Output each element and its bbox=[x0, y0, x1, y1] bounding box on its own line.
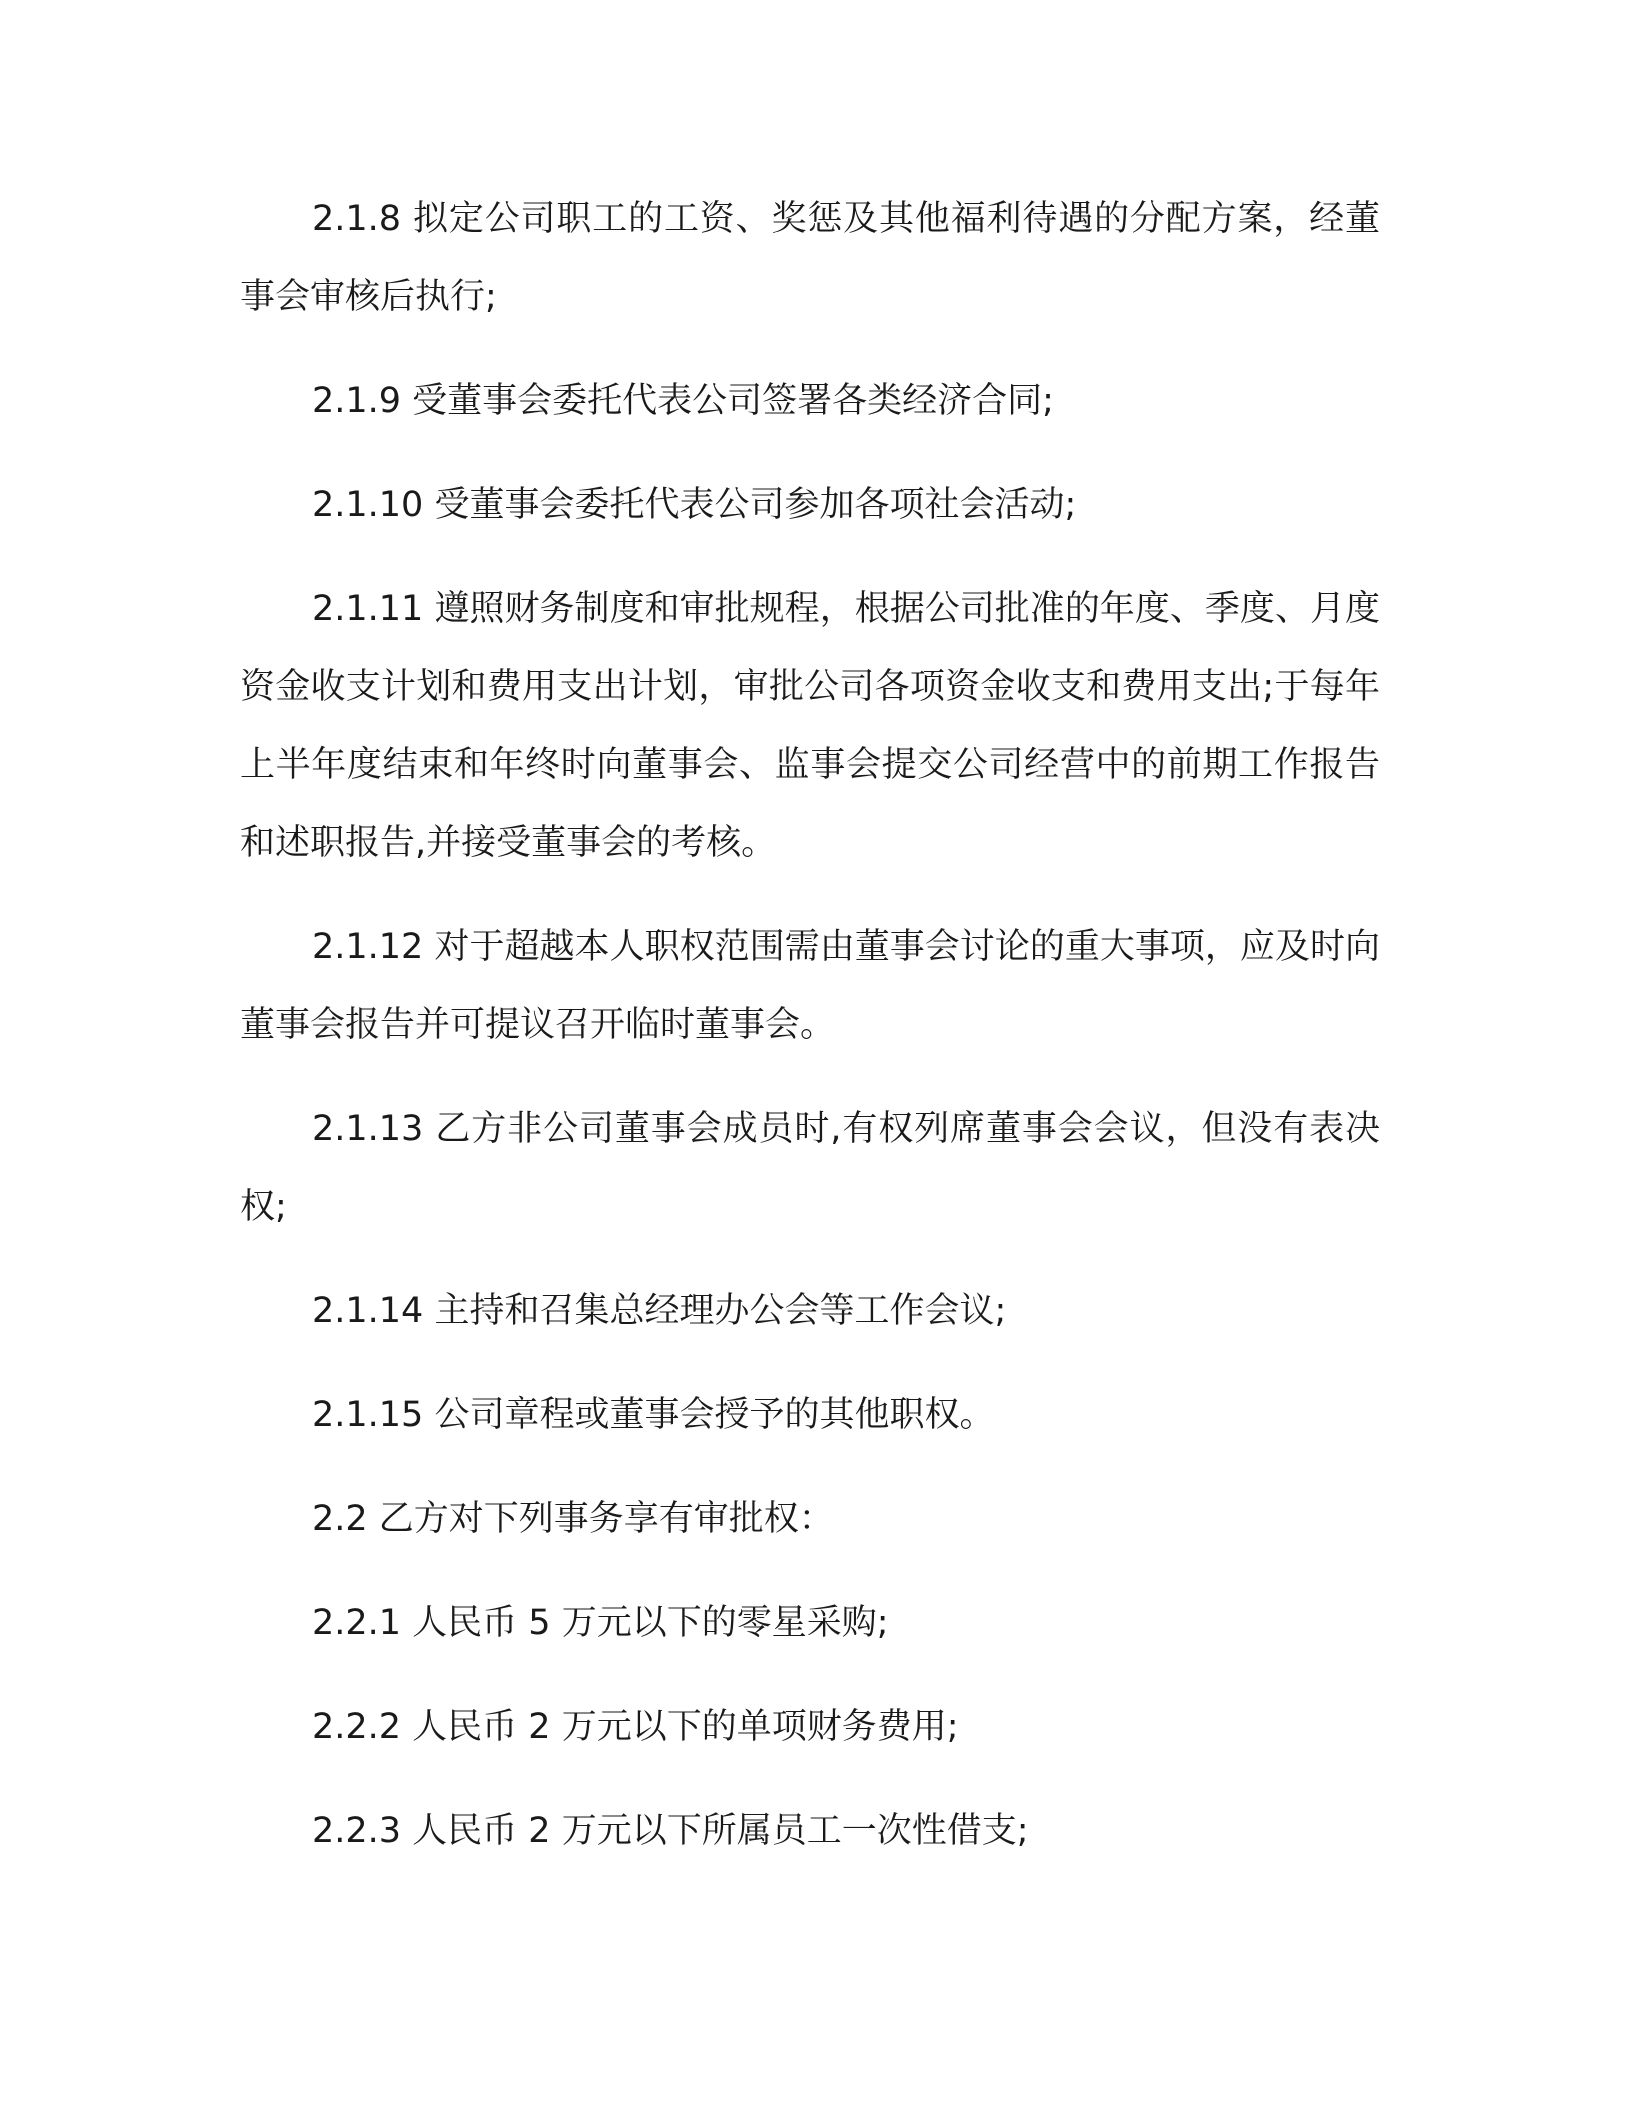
clause-2-1-9: 2.1.9 受董事会委托代表公司签署各类经济合同; bbox=[312, 381, 1054, 421]
clause-2-2-3: 2.2.3 人民币 2 万元以下所属员工一次性借支; bbox=[312, 1811, 1029, 1851]
clause-2-2-2: 2.2.2 人民币 2 万元以下的单项财务费用; bbox=[312, 1707, 959, 1747]
clause-2-1-11: 2.1.11 遵照财务制度和审批规程，根据公司批准的年度、季度、月度资金收支计划和费用支出计划，审批公司各项资金收支和费用支出;于每年上半年度结束和年终时向董事会、监事会提交公司经营中的前期工作报告和述职报告,并接受董事会的考核。 bbox=[240, 589, 1380, 863]
clause-2-1-12: 2.1.12 对于超越本人职权范围需由董事会讨论的重大事项，应及时向董事会报告并可提议召开临时董事会。 bbox=[240, 927, 1380, 1045]
clause-2-1-10: 2.1.10 受董事会委托代表公司参加各项社会活动; bbox=[312, 485, 1077, 525]
clause-2-1-13: 2.1.13 乙方非公司董事会成员时,有权列席董事会会议，但没有表决权; bbox=[240, 1109, 1380, 1227]
document-body bbox=[240, 180, 1380, 1896]
clause-2-1-14: 2.1.14 主持和召集总经理办公会等工作会议; bbox=[312, 1291, 1007, 1331]
clause-2-1-15: 2.1.15 公司章程或董事会授予的其他职权。 bbox=[312, 1395, 995, 1435]
clause-2-2-1: 2.2.1 人民币 5 万元以下的零星采购; bbox=[312, 1603, 889, 1643]
clause-2-1-8: 2.1.8 拟定公司职工的工资、奖惩及其他福利待遇的分配方案，经董事会审核后执行; bbox=[240, 199, 1380, 317]
clause-2-2: 2.2 乙方对下列事务享有审批权： bbox=[312, 1499, 834, 1539]
